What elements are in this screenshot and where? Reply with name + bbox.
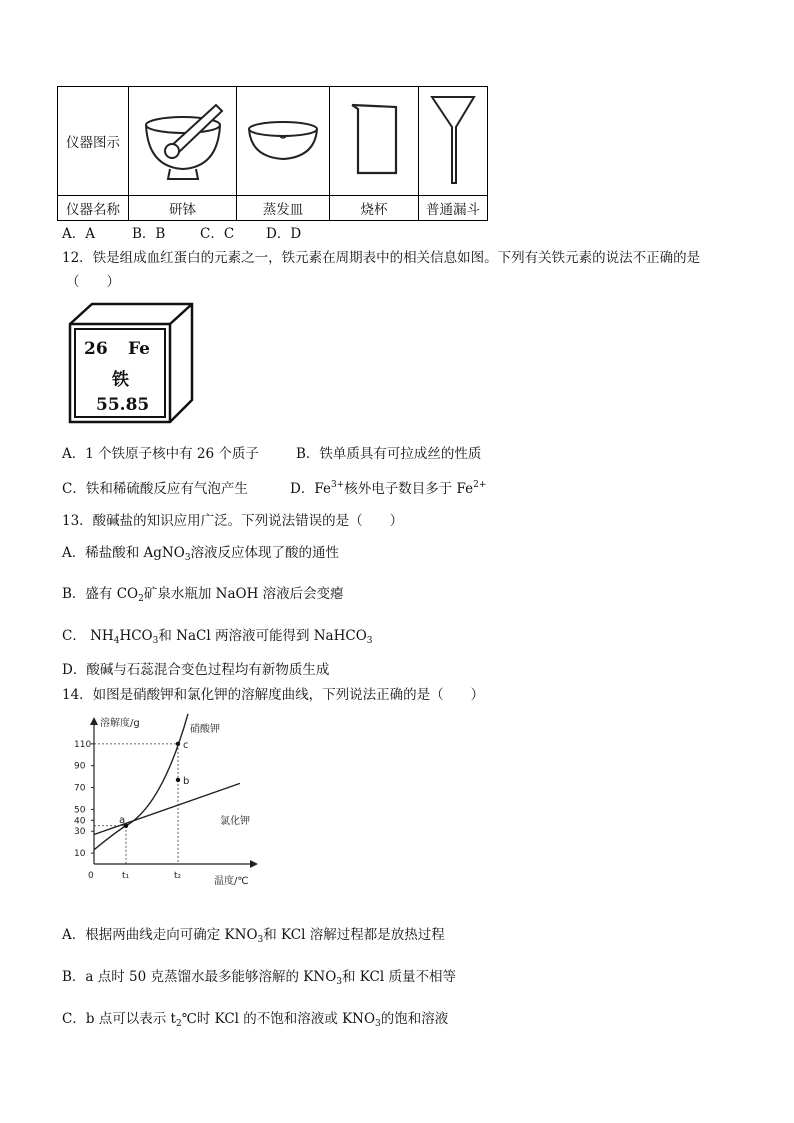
element-name: 铁 [112,370,129,390]
y-axis-arrow [90,717,98,725]
series-kcl-name: 氯化钾 [220,816,250,827]
y-tick-label: 70 [74,783,86,794]
x-tick-label: t₂ [174,871,182,881]
instrument-name: 烧杯 [330,196,419,221]
point-label-a: a [119,814,126,826]
q12-stem-line2: （ ） [66,274,120,290]
element-mass: 55.85 [96,395,150,415]
mortar-pestle-cell [129,87,237,196]
y-axis-label: 溶解度/g [100,718,140,729]
q14-stem: 14．如图是硝酸钾和氯化钾的溶解度曲线，下列说法正确的是（ ） [62,687,485,703]
x-tick-label: t₁ [122,871,130,881]
evaporating-dish-cell [237,87,330,196]
x-axis-arrow [250,860,258,868]
q13-option-b: B．盛有 $CO_2$矿泉水瓶加 NaOH 溶液后会变瘪 [62,586,344,604]
y-tick-label: 30 [74,827,86,838]
instrument-table [57,86,488,221]
mortar-pestle-icon [138,95,228,183]
y-tick-label: 40 [74,816,86,827]
instrument-name: 蒸发皿 [237,196,330,221]
solubility-chart [64,712,274,902]
row-header-image: 仪器图示 [58,87,129,196]
y-tick-label: 10 [74,849,86,860]
row-header-name: 仪器名称 [58,196,129,221]
point-b [176,778,180,782]
q11-option-a: A．A [62,226,95,242]
q12-option-c: C．铁和稀硫酸反应有气泡产生 [62,481,248,497]
q12-option-b: B．铁单质具有可拉成丝的性质 [296,446,482,462]
x-tick-label: 0 [88,871,94,881]
q12-stem-line1: 12．铁是组成血红蛋白的元素之一，铁元素在周期表中的相关信息如图。下列有关铁元素的说法不正确的是 [62,250,701,266]
q14-option-c: C．b 点可以表示 $t_2℃$时 KCl 的不饱和溶液或 $KNO_3$的饱和溶液 [62,1011,449,1029]
instrument-name: 普通漏斗 [419,196,488,221]
q12-option-a: A．1 个铁原子核中有 26 个质子 [62,446,259,462]
q12-option-d: D．$Fe^{3+}$核外电子数目多于 $Fe^{2+}$ [290,480,487,497]
q14-option-a: A．根据两曲线走向可确定 $KNO_3$和 KCl 溶解过程都是放热过程 [62,927,445,945]
q13-stem: 13．酸碱盐的知识应用广泛。下列说法错误的是（ ） [62,513,404,529]
y-tick-label: 110 [74,739,92,750]
q13-option-d: D．酸碱与石蕊混合变色过程均有新物质生成 [62,662,330,678]
evaporating-dish-icon [243,109,323,169]
q11-option-c: C．C [200,226,235,242]
x-axis-label: 温度/℃ [214,876,249,887]
beaker-icon [344,97,404,181]
q13-option-a: A．稀盐酸和 AgNO$_3$溶液反应体现了酸的通性 [62,545,340,563]
y-tick-label: 50 [74,805,86,816]
point-label-c: c [183,739,189,751]
point-c [176,742,180,746]
beaker-cell [330,87,419,196]
funnel-icon [428,91,478,187]
element-number: 26 [84,339,108,359]
instrument-name: 研钵 [129,196,237,221]
element-symbol: Fe [128,339,150,359]
y-tick-label: 90 [74,761,86,772]
series-kno3-name: 硝酸钾 [190,724,220,735]
q11-option-b: B．B [132,226,166,242]
q13-option-c: C． $NH_4HCO_3$和 NaCl 两溶液可能得到 NaHCO$_3$ [62,628,373,646]
point-label-b: b [183,775,190,787]
q11-option-d: D．D [266,226,302,242]
funnel-cell [419,87,488,196]
series-kcl-line [94,783,240,834]
q14-option-b: B．a 点时 50 克蒸馏水最多能够溶解的 $KNO_3$和 KCl 质量不相等 [62,969,456,987]
